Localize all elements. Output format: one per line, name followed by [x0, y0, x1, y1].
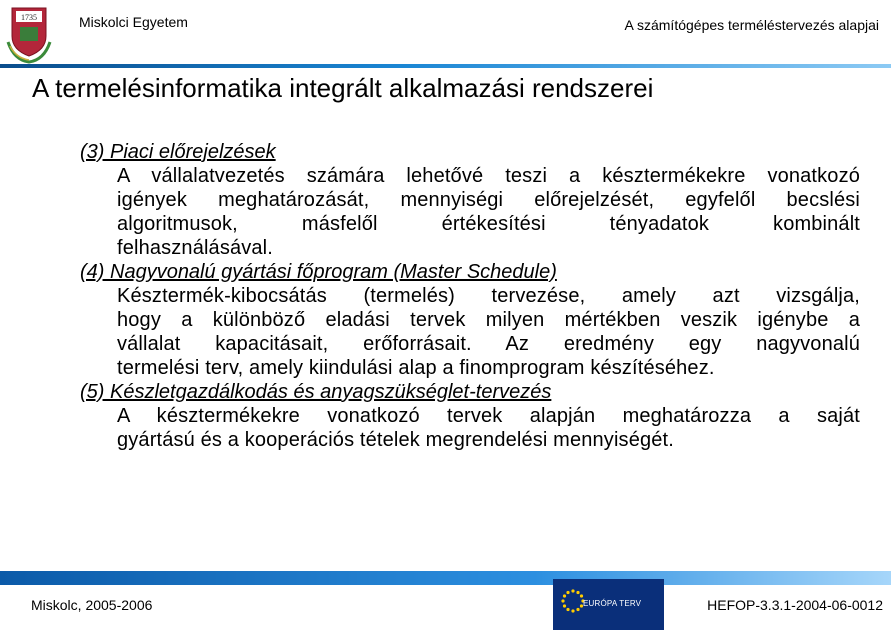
- paragraph-line: termelési terv, amely kiindulási alap a finomprogram készítéséhez.: [117, 357, 715, 379]
- footer-project-code: HEFOP-3.3.1-2004-06-0012: [707, 597, 883, 613]
- paragraph-line: algoritmusok, másfelől értékesítési tényadatok kombinált: [117, 213, 860, 235]
- university-name: Miskolci Egyetem: [79, 14, 188, 30]
- section-heading: (3) Piaci előrejelzések: [80, 141, 276, 163]
- section-heading: (5) Készletgazdálkodás és anyagszükséglet-tervezés: [80, 381, 552, 403]
- paragraph-line: felhasználásával.: [117, 237, 273, 259]
- slide-content: [80, 140, 860, 452]
- paragraph-line: gyártású és a kooperációs tételek megrendelési mennyiségét.: [117, 429, 674, 451]
- slide-title: A termelésinformatika integrált alkalmazási rendszerei: [32, 73, 654, 103]
- eu-logo-text: EURÓPA TERV: [583, 599, 642, 608]
- paragraph-line: Késztermék-kibocsátás (termelés) tervezése, amely azt vizsgálja,: [117, 285, 860, 307]
- logo-year-text: 1735: [21, 13, 37, 22]
- paragraph-line: A késztermékekre vonatkozó tervek alapján meghatározza a saját: [117, 405, 860, 427]
- section-master-schedule: [80, 260, 860, 380]
- section-market-forecast: [80, 140, 860, 260]
- paragraph-line: hogy a különböző eladási tervek milyen mértékben veszik igénybe a: [117, 309, 860, 331]
- header-divider: [0, 64, 891, 68]
- section-heading: (4) Nagyvonalú gyártási főprogram (Master Schedule): [80, 261, 557, 283]
- section-paragraph: [117, 404, 860, 452]
- section-inventory-planning: [80, 380, 860, 452]
- footer-bar: [0, 571, 891, 585]
- paragraph-line: igények meghatározását, mennyiségi előrejelzését, egyfelől becslési: [117, 189, 860, 211]
- paragraph-line: vállalat kapacitásait, erőforrásait. Az eredmény egy nagyvonalú: [117, 333, 860, 355]
- footer-location-years: Miskolc, 2005-2006: [31, 597, 153, 613]
- course-title: A számítógépes terméléstervezés alapjai: [624, 17, 879, 33]
- paragraph-line: A vállalatvezetés számára lehetővé teszi a késztermékekre vonatkozó: [117, 165, 860, 187]
- section-paragraph: [117, 284, 860, 380]
- section-paragraph: [117, 164, 860, 260]
- university-coat-of-arms-logo: [4, 2, 54, 64]
